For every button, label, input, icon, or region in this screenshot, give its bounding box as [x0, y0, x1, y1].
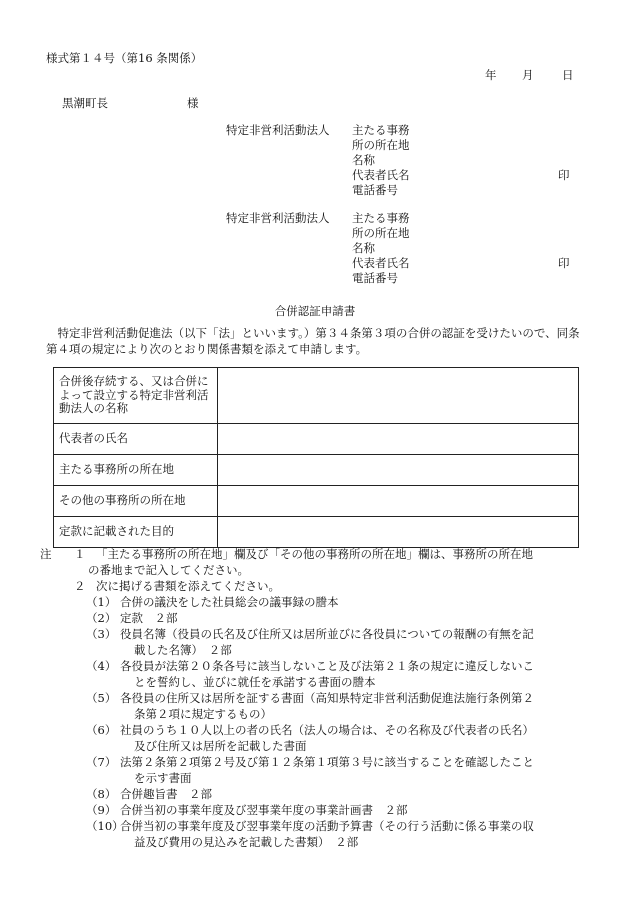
doc-number: （5）	[86, 691, 117, 705]
applicant-2-seal: 印	[558, 256, 570, 270]
row-label-representative: 代表者の氏名	[54, 424, 218, 455]
row-value-merged-corp-name[interactable]	[218, 368, 579, 424]
doc-number: （8）	[86, 787, 117, 801]
list-item	[86, 722, 600, 754]
doc-text: 法第２条第２項第２号及び第１２条第１項第３号に該当することを確認したこと	[120, 755, 534, 769]
list-item	[86, 594, 600, 610]
date-day: 日	[562, 68, 574, 82]
row-value-purpose[interactable]	[218, 517, 579, 548]
doc-text: 合併趣旨書 ２部	[120, 787, 212, 801]
row-label-main-office: 主たる事務所の所在地	[54, 455, 218, 486]
doc-text-cont: とを誓約し、並びに就任を承諾する書面の謄本	[134, 675, 376, 689]
applicant-1-field-phone: 電話番号	[352, 183, 398, 197]
table-row	[54, 368, 579, 424]
date-year: 年	[485, 68, 497, 82]
doc-text-cont: 条第２項に規定するもの）	[134, 707, 272, 721]
form-number: 様式第１４号（第16 条関係）	[46, 51, 203, 65]
addressee-honorific: 様	[187, 96, 199, 110]
row-value-main-office[interactable]	[218, 455, 579, 486]
table-row	[54, 455, 579, 486]
row-label-purpose: 定款に記載された目的	[54, 517, 218, 548]
doc-text: 合併当初の事業年度及び翌事業年度の事業計画書 ２部	[120, 803, 408, 817]
row-label-merged-corp-name: 合併後存続する、又は合併によって設立する特定非営利活動法人の名称	[54, 368, 218, 424]
note-number: ２	[74, 579, 86, 593]
note-item-1	[40, 546, 600, 578]
list-item	[86, 754, 600, 786]
note-text-cont: の番地まで記入してください。	[88, 563, 249, 577]
applicant-1-field-representative: 代表者氏名	[352, 168, 410, 182]
doc-number: （6）	[86, 723, 117, 737]
doc-text: 社員のうち１０人以上の者の氏名（法人の場合は、その名称及び代表者の氏名）	[120, 723, 534, 737]
note-number: １	[74, 547, 86, 561]
doc-number: （2）	[86, 611, 117, 625]
doc-text-cont: 載した名簿） ２部	[134, 643, 232, 657]
date-month: 月	[522, 68, 534, 82]
list-item	[86, 626, 600, 658]
applicant-2-field-address-a: 主たる事務	[352, 211, 410, 225]
list-item	[86, 690, 600, 722]
row-label-other-office: その他の事務所の所在地	[54, 486, 218, 517]
doc-text: 各役員が法第２０条各号に該当しないこと及び法第２１条の規定に違反しないこ	[120, 659, 534, 673]
doc-text: 役員名簿（役員の氏名及び住所又は居所並びに各役員についての報酬の有無を記	[120, 627, 534, 641]
intro-paragraph	[46, 325, 591, 357]
notes-head: 注	[40, 547, 52, 561]
applicant-2-field-address-b: 所の所在地	[352, 226, 410, 240]
applicant-2-field-representative: 代表者氏名	[352, 256, 410, 270]
addressee-name: 黒潮町長	[62, 96, 108, 110]
applicant-1-label: 特定非営利活動法人	[226, 123, 330, 137]
intro-text: 特定非営利活動促進法（以下「法」といいます。）第３４条第３項の合併の認証を受けたいので、同条第４項の規定により次のとおり関係書類を添えて申請します。	[46, 326, 580, 356]
table-row	[54, 486, 579, 517]
note-text: 次に掲げる書類を添えてください。	[96, 579, 280, 593]
doc-text: 各役員の住所又は居所を証する書面（高知県特定非営利活動促進法施行条例第２	[120, 691, 534, 705]
row-value-representative[interactable]	[218, 424, 579, 455]
list-item	[86, 786, 600, 802]
notes-section	[40, 546, 600, 850]
list-item	[86, 818, 600, 850]
list-item	[86, 658, 600, 690]
list-item	[86, 802, 600, 818]
doc-number: （3）	[86, 627, 117, 641]
note-item-2	[40, 578, 600, 594]
doc-text-cont: 益及び費用の見込みを記載した書類） ２部	[134, 835, 359, 849]
table-row	[54, 517, 579, 548]
applicant-1-field-address-a: 主たる事務	[352, 123, 410, 137]
applicant-2-field-name: 名称	[352, 241, 375, 255]
doc-text-cont: 及び住所又は居所を記載した書面	[134, 739, 307, 753]
application-table	[53, 367, 579, 548]
doc-number: （4）	[86, 659, 117, 673]
doc-text-cont: を示す書面	[134, 771, 192, 785]
doc-number: （1）	[86, 595, 117, 609]
doc-number: （10）	[86, 819, 124, 833]
applicant-2-field-phone: 電話番号	[352, 271, 398, 285]
doc-text: 合併当初の事業年度及び翌事業年度の活動予算書（その行う活動に係る事業の収	[120, 819, 534, 833]
note-text: 「主たる事務所の所在地」欄及び「その他の事務所の所在地」欄は、事務所の所在地	[96, 547, 533, 561]
doc-number: （7）	[86, 755, 117, 769]
list-item	[86, 610, 600, 626]
applicant-1-seal: 印	[558, 168, 570, 182]
doc-text: 定款 ２部	[120, 611, 178, 625]
table-row	[54, 424, 579, 455]
applicant-2-label: 特定非営利活動法人	[226, 211, 330, 225]
applicant-1-field-address-b: 所の所在地	[352, 138, 410, 152]
row-value-other-office[interactable]	[218, 486, 579, 517]
doc-number: （9）	[86, 803, 117, 817]
applicant-1-field-name: 名称	[352, 153, 375, 167]
document-title: 合併認証申請書	[274, 304, 356, 318]
doc-text: 合併の議決をした社員総会の議事録の謄本	[120, 595, 339, 609]
